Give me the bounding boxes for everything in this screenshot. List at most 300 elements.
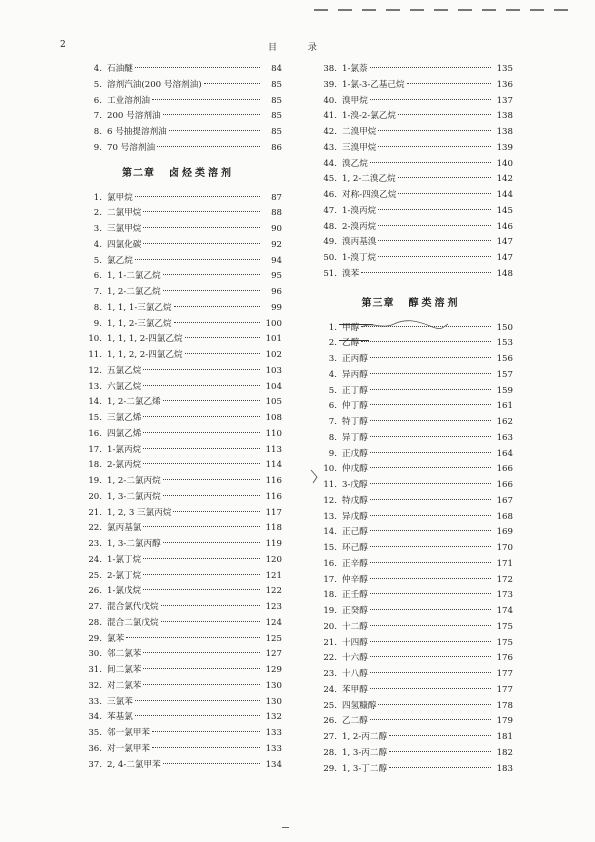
dot-leader bbox=[370, 499, 491, 500]
entry-title: 三氯苯 bbox=[107, 696, 133, 707]
toc-entry bbox=[309, 636, 513, 652]
dot-leader bbox=[370, 546, 491, 547]
entry-title: 正己醇 bbox=[342, 527, 368, 538]
entry-title: 邻二氯苯 bbox=[107, 649, 142, 660]
entry-title: 对一氯甲苯 bbox=[107, 743, 150, 754]
entry-number: 15. bbox=[88, 413, 102, 423]
entry-page: 88 bbox=[271, 208, 282, 219]
entry-page: 95 bbox=[271, 271, 282, 282]
entry-page: 144 bbox=[496, 190, 513, 200]
entry-page: 133 bbox=[265, 728, 282, 738]
dot-leader bbox=[370, 420, 491, 421]
toc-entry bbox=[74, 663, 282, 679]
entry-title: 氯甲烷 bbox=[107, 192, 133, 203]
entry-title: 1, 2-二溴乙烷 bbox=[342, 174, 396, 185]
entry-page: 84 bbox=[271, 64, 282, 74]
toc-entry bbox=[74, 222, 282, 238]
dot-leader bbox=[370, 99, 491, 100]
dot-leader bbox=[143, 369, 260, 370]
entry-title: 溴甲烷 bbox=[342, 95, 368, 106]
entry-number: 11. bbox=[323, 480, 337, 490]
scan-mark bbox=[362, 9, 376, 11]
entry-number: 5. bbox=[93, 255, 102, 266]
entry-number: 2. bbox=[328, 338, 337, 349]
entry-number: 23. bbox=[323, 669, 337, 679]
entry-number: 17. bbox=[323, 574, 337, 585]
entry-page: 104 bbox=[265, 381, 282, 392]
entry-number: 28. bbox=[88, 617, 102, 628]
entry-title: 1, 1, 1, 2-四氯乙烷 bbox=[107, 334, 183, 345]
scan-mark bbox=[482, 9, 496, 11]
toc-entry bbox=[74, 710, 282, 726]
entry-number: 10. bbox=[323, 464, 337, 475]
entry-page: 116 bbox=[265, 491, 282, 502]
entry-page: 169 bbox=[496, 527, 513, 538]
entry-title: 2-氯丙烷 bbox=[107, 460, 142, 471]
entry-number: 50. bbox=[323, 253, 337, 263]
entry-number: 43. bbox=[323, 142, 337, 153]
entry-title: 6 号抽提溶剂油 bbox=[107, 127, 167, 137]
chapter-heading bbox=[74, 157, 282, 191]
dot-leader bbox=[185, 337, 260, 338]
entry-page: 182 bbox=[496, 747, 513, 758]
entry-number: 17. bbox=[88, 444, 102, 455]
entry-page: 108 bbox=[265, 413, 282, 423]
entry-number: 48. bbox=[323, 221, 337, 232]
entry-page: 168 bbox=[496, 511, 513, 522]
entry-page: 170 bbox=[496, 543, 513, 553]
entry-number: 46. bbox=[323, 190, 337, 200]
entry-title: 工业溶剂油 bbox=[107, 95, 150, 106]
entry-title: 70 号溶剂油 bbox=[107, 142, 156, 153]
entry-page: 142 bbox=[496, 174, 513, 185]
dot-leader bbox=[370, 593, 491, 594]
entry-number: 23. bbox=[88, 539, 102, 549]
entry-title: 1, 2-丙二醇 bbox=[342, 732, 388, 742]
entry-title: 溴乙烷 bbox=[342, 158, 368, 169]
dot-leader bbox=[163, 763, 260, 764]
toc-entry bbox=[74, 254, 282, 270]
entry-title: 1-氯丙烷 bbox=[107, 444, 142, 455]
toc-entry bbox=[309, 699, 513, 715]
entry-number: 1. bbox=[93, 192, 102, 203]
entry-title: 三氯甲烷 bbox=[107, 224, 142, 234]
dot-leader bbox=[126, 637, 260, 638]
scan-mark bbox=[386, 9, 400, 11]
entry-title: 仲丁醇 bbox=[342, 401, 368, 412]
entry-number: 4. bbox=[93, 239, 102, 250]
toc-entry bbox=[309, 588, 513, 604]
toc-entry bbox=[309, 415, 513, 431]
entry-title: 1, 3-二氯丙醇 bbox=[107, 539, 161, 549]
toc-entry bbox=[74, 238, 282, 254]
toc-entry bbox=[74, 348, 282, 364]
entry-title: 1, 2-二氯丙烷 bbox=[107, 476, 161, 486]
dot-leader bbox=[152, 747, 260, 748]
entry-number: 24. bbox=[88, 554, 102, 565]
entry-number: 32. bbox=[88, 680, 102, 691]
scan-mark bbox=[554, 9, 568, 11]
entry-page: 162 bbox=[496, 417, 513, 427]
handwritten-underline bbox=[339, 340, 369, 341]
entry-title: 特戊醇 bbox=[342, 495, 368, 506]
entry-number: 21. bbox=[88, 507, 102, 518]
entry-page: 153 bbox=[496, 338, 513, 349]
scan-mark bbox=[458, 9, 472, 11]
dot-leader bbox=[370, 625, 491, 626]
dot-leader bbox=[135, 700, 260, 701]
entry-number: 29. bbox=[323, 763, 337, 774]
entry-page: 174 bbox=[496, 606, 513, 616]
entry-number: 19. bbox=[88, 476, 102, 486]
dot-leader bbox=[370, 357, 491, 358]
entry-number: 33. bbox=[88, 696, 102, 707]
entry-page: 125 bbox=[265, 633, 282, 644]
entry-title: 三溴甲烷 bbox=[342, 142, 377, 153]
entry-page: 147 bbox=[496, 237, 513, 248]
entry-number: 21. bbox=[323, 637, 337, 648]
chapter-number: 第三章 bbox=[361, 297, 395, 309]
entry-title: 氯丙基氯 bbox=[107, 523, 142, 534]
entry-page: 120 bbox=[265, 554, 282, 565]
entry-number: 5. bbox=[328, 385, 337, 396]
dot-leader bbox=[135, 715, 260, 716]
entry-page: 103 bbox=[265, 365, 282, 376]
entry-number: 6. bbox=[328, 401, 337, 412]
entry-number: 27. bbox=[88, 602, 102, 612]
dot-leader bbox=[378, 130, 491, 131]
entry-page: 181 bbox=[496, 732, 513, 742]
toc-entry bbox=[74, 537, 282, 553]
entry-number: 1. bbox=[328, 322, 337, 333]
entry-number: 11. bbox=[88, 350, 102, 360]
page-title: 目 录 bbox=[268, 43, 331, 53]
toc-entry bbox=[74, 411, 282, 427]
entry-number: 10. bbox=[88, 334, 102, 345]
toc-entry bbox=[309, 478, 513, 494]
toc-entry bbox=[309, 620, 513, 636]
entry-title: 1-溴-2-氯乙烷 bbox=[342, 111, 397, 122]
entry-number: 9. bbox=[328, 448, 337, 459]
toc-entry bbox=[74, 521, 282, 537]
dot-leader bbox=[361, 272, 491, 273]
toc-entry bbox=[74, 616, 282, 632]
entry-page: 101 bbox=[265, 334, 282, 345]
entry-title: 正壬醇 bbox=[342, 590, 368, 601]
entry-number: 4. bbox=[328, 369, 337, 380]
dot-leader bbox=[163, 114, 260, 115]
dot-leader bbox=[174, 322, 260, 323]
entry-page: 85 bbox=[271, 79, 282, 90]
entry-title: 异丙醇 bbox=[342, 369, 368, 380]
entry-page: 110 bbox=[265, 428, 282, 439]
dot-leader bbox=[135, 259, 260, 260]
toc-entry bbox=[74, 632, 282, 648]
toc-entry bbox=[309, 352, 513, 368]
entry-page: 183 bbox=[496, 763, 513, 774]
entry-number: 39. bbox=[323, 79, 337, 90]
entry-number: 26. bbox=[88, 586, 102, 597]
toc-entry bbox=[309, 541, 513, 557]
entry-page: 132 bbox=[265, 712, 282, 723]
toc-entry bbox=[74, 458, 282, 474]
entry-number: 2. bbox=[93, 208, 102, 219]
entry-title: 混合二氯戊烷 bbox=[107, 617, 159, 628]
toc-entry bbox=[309, 251, 513, 267]
toc-entry bbox=[309, 714, 513, 730]
entry-title: 1, 2-二氯乙烷 bbox=[107, 287, 161, 297]
toc-entry bbox=[74, 141, 282, 157]
toc-entry bbox=[309, 267, 513, 283]
chapter-title: 醇类溶剂 bbox=[408, 297, 461, 309]
toc-entry bbox=[74, 380, 282, 396]
dot-leader bbox=[143, 558, 260, 559]
scan-mark bbox=[506, 9, 520, 11]
entry-title: 1-氯戊烷 bbox=[107, 586, 142, 597]
entry-page: 148 bbox=[496, 268, 513, 279]
entry-number: 22. bbox=[88, 523, 102, 534]
toc-entry bbox=[309, 368, 513, 384]
entry-title: 十二醇 bbox=[342, 621, 368, 632]
dot-leader bbox=[370, 672, 491, 673]
dot-leader bbox=[389, 751, 491, 752]
chapter-title: 卤烃类溶剂 bbox=[169, 167, 234, 179]
entry-number: 18. bbox=[323, 590, 337, 601]
entry-number: 9. bbox=[93, 318, 102, 329]
toc-entry bbox=[309, 94, 513, 110]
toc-entry bbox=[309, 604, 513, 620]
toc-entry bbox=[309, 188, 513, 204]
toc-entry bbox=[74, 742, 282, 758]
entry-page: 166 bbox=[496, 480, 513, 490]
dot-leader bbox=[169, 130, 260, 131]
entry-number: 7. bbox=[93, 111, 102, 122]
entry-title: 正戊醇 bbox=[342, 448, 368, 459]
entry-title: 1, 2-二氯乙烯 bbox=[107, 397, 161, 408]
entry-page: 96 bbox=[271, 287, 282, 297]
entry-title: 乙二醇 bbox=[342, 716, 368, 727]
entry-page: 86 bbox=[271, 142, 282, 153]
dot-leader bbox=[143, 211, 260, 212]
toc-entry bbox=[309, 336, 513, 352]
dot-leader bbox=[370, 609, 491, 610]
dot-leader bbox=[135, 196, 260, 197]
entry-page: 150 bbox=[496, 322, 513, 333]
toc-entry bbox=[309, 447, 513, 463]
entry-number: 12. bbox=[88, 365, 102, 376]
toc-entry bbox=[74, 269, 282, 285]
entry-title: 三氯乙烯 bbox=[107, 413, 142, 423]
dot-leader bbox=[143, 526, 260, 527]
dot-leader bbox=[370, 688, 491, 689]
entry-title: 2-溴丙烷 bbox=[342, 221, 377, 232]
scan-mark bbox=[434, 9, 448, 11]
entry-title: 溶剂汽油(200 号溶剂油) bbox=[107, 79, 202, 90]
entry-title: 1, 3-丙二醇 bbox=[342, 747, 388, 758]
entry-number: 7. bbox=[93, 287, 102, 297]
entry-title: 混合氯代戊烷 bbox=[107, 602, 159, 612]
toc-entry bbox=[309, 510, 513, 526]
entry-title: 乙醇 bbox=[342, 338, 360, 349]
dot-leader bbox=[370, 162, 491, 163]
entry-title: 2, 4-二氯甲苯 bbox=[107, 759, 161, 770]
entry-page: 175 bbox=[496, 621, 513, 632]
entry-title: 十四醇 bbox=[342, 637, 368, 648]
dot-leader bbox=[370, 373, 491, 374]
entry-number: 16. bbox=[323, 558, 337, 569]
dot-leader bbox=[143, 574, 260, 575]
toc-entry bbox=[74, 584, 282, 600]
entry-number: 47. bbox=[323, 205, 337, 216]
toc-entry bbox=[74, 94, 282, 110]
entry-page: 159 bbox=[496, 385, 513, 396]
entry-page: 90 bbox=[271, 224, 282, 234]
entry-page: 137 bbox=[496, 95, 513, 106]
entry-page: 105 bbox=[265, 397, 282, 408]
entry-page: 139 bbox=[496, 142, 513, 153]
dot-leader bbox=[361, 341, 491, 342]
toc-entry bbox=[74, 78, 282, 94]
toc-entry bbox=[309, 235, 513, 251]
entry-number: 49. bbox=[323, 237, 337, 248]
entry-page: 178 bbox=[496, 700, 513, 711]
entry-title: 1, 1, 2-三氯乙烷 bbox=[107, 318, 172, 329]
dot-leader bbox=[163, 542, 260, 543]
dot-leader bbox=[163, 479, 260, 480]
handwritten-scribble bbox=[360, 318, 450, 332]
entry-number: 8. bbox=[93, 127, 102, 137]
entry-number: 4. bbox=[93, 64, 102, 74]
entry-number: 28. bbox=[323, 747, 337, 758]
dot-leader bbox=[370, 483, 491, 484]
entry-number: 30. bbox=[88, 649, 102, 660]
toc-entry bbox=[309, 399, 513, 415]
entry-title: 邻一氯甲苯 bbox=[107, 728, 150, 738]
entry-page: 147 bbox=[496, 253, 513, 263]
entry-page: 113 bbox=[265, 444, 282, 455]
dot-leader bbox=[378, 256, 491, 257]
toc-entry bbox=[74, 726, 282, 742]
entry-title: 3-戊醇 bbox=[342, 480, 368, 490]
entry-title: 1, 1-二氯乙烷 bbox=[107, 271, 161, 282]
dot-leader bbox=[173, 511, 260, 512]
dot-leader bbox=[185, 353, 260, 354]
entry-page: 179 bbox=[496, 716, 513, 727]
entry-number: 38. bbox=[323, 64, 337, 74]
toc-entry bbox=[309, 494, 513, 510]
entry-page: 102 bbox=[265, 350, 282, 360]
toc-entry bbox=[74, 109, 282, 125]
entry-title: 1, 3-丁二醇 bbox=[342, 763, 388, 774]
dot-leader bbox=[161, 621, 260, 622]
entry-page: 145 bbox=[496, 205, 513, 216]
entry-number: 14. bbox=[323, 527, 337, 538]
entry-number: 16. bbox=[88, 428, 102, 439]
entry-number: 24. bbox=[323, 684, 337, 695]
dot-leader bbox=[143, 684, 260, 685]
chapter-heading bbox=[309, 283, 513, 321]
entry-number: 26. bbox=[323, 716, 337, 727]
entry-number: 20. bbox=[323, 621, 337, 632]
entry-title: 十八醇 bbox=[342, 669, 368, 679]
toc-entry bbox=[74, 301, 282, 317]
toc-entry bbox=[309, 141, 513, 157]
entry-number: 3. bbox=[93, 224, 102, 234]
entry-title: 石油醚 bbox=[107, 64, 133, 74]
dot-leader bbox=[143, 385, 260, 386]
entry-page: 124 bbox=[265, 617, 282, 628]
entry-page: 161 bbox=[496, 401, 513, 412]
dot-leader bbox=[378, 240, 491, 241]
entry-title: 苯基氯 bbox=[107, 712, 133, 723]
dot-leader bbox=[398, 193, 491, 194]
entry-page: 119 bbox=[265, 539, 282, 549]
entry-number: 5. bbox=[93, 79, 102, 90]
entry-number: 29. bbox=[88, 633, 102, 644]
entry-page: 130 bbox=[265, 696, 282, 707]
dot-leader bbox=[370, 641, 491, 642]
toc-entry bbox=[309, 431, 513, 447]
entry-page: 92 bbox=[271, 239, 282, 250]
entry-page: 121 bbox=[265, 570, 282, 581]
dot-leader bbox=[143, 463, 260, 464]
toc-entry bbox=[74, 395, 282, 411]
dot-leader bbox=[370, 452, 491, 453]
entry-page: 87 bbox=[271, 192, 282, 203]
toc-entry bbox=[74, 364, 282, 380]
dot-leader bbox=[174, 306, 260, 307]
toc-entry bbox=[309, 62, 513, 78]
toc-entry bbox=[74, 506, 282, 522]
dot-leader bbox=[370, 389, 491, 390]
entry-title: 200 号溶剂油 bbox=[107, 111, 161, 122]
entry-title: 1-溴丁烷 bbox=[342, 253, 377, 263]
entry-number: 8. bbox=[93, 302, 102, 313]
dot-leader bbox=[143, 448, 260, 449]
toc-entry bbox=[309, 557, 513, 573]
entry-title: 二溴甲烷 bbox=[342, 127, 377, 137]
entry-page: 171 bbox=[496, 558, 513, 569]
entry-number: 41. bbox=[323, 111, 337, 122]
dot-leader bbox=[163, 274, 260, 275]
entry-page: 85 bbox=[271, 127, 282, 137]
entry-page: 138 bbox=[496, 127, 513, 137]
entry-title: 仲戊醇 bbox=[342, 464, 368, 475]
entry-page: 177 bbox=[496, 684, 513, 695]
scan-mark bbox=[282, 827, 289, 828]
entry-page: 130 bbox=[265, 680, 282, 691]
entry-page: 176 bbox=[496, 653, 513, 664]
dot-leader bbox=[143, 227, 260, 228]
entry-title: 氯苯 bbox=[107, 633, 125, 644]
entry-page: 123 bbox=[265, 602, 282, 612]
toc-entry bbox=[309, 730, 513, 746]
dot-leader bbox=[370, 515, 491, 516]
dot-leader bbox=[163, 290, 260, 291]
entry-page: 167 bbox=[496, 495, 513, 506]
entry-page: 134 bbox=[265, 759, 282, 770]
toc-entry bbox=[309, 78, 513, 94]
dot-leader bbox=[152, 731, 260, 732]
entry-title: 1, 2, 3 三氯丙烷 bbox=[107, 507, 172, 518]
toc-entry bbox=[74, 474, 282, 490]
dot-leader bbox=[378, 225, 491, 226]
entry-page: 177 bbox=[496, 669, 513, 679]
toc-entry bbox=[74, 332, 282, 348]
chapter-number: 第二章 bbox=[122, 167, 155, 179]
entry-page: 172 bbox=[496, 574, 513, 585]
scan-mark bbox=[410, 9, 424, 11]
